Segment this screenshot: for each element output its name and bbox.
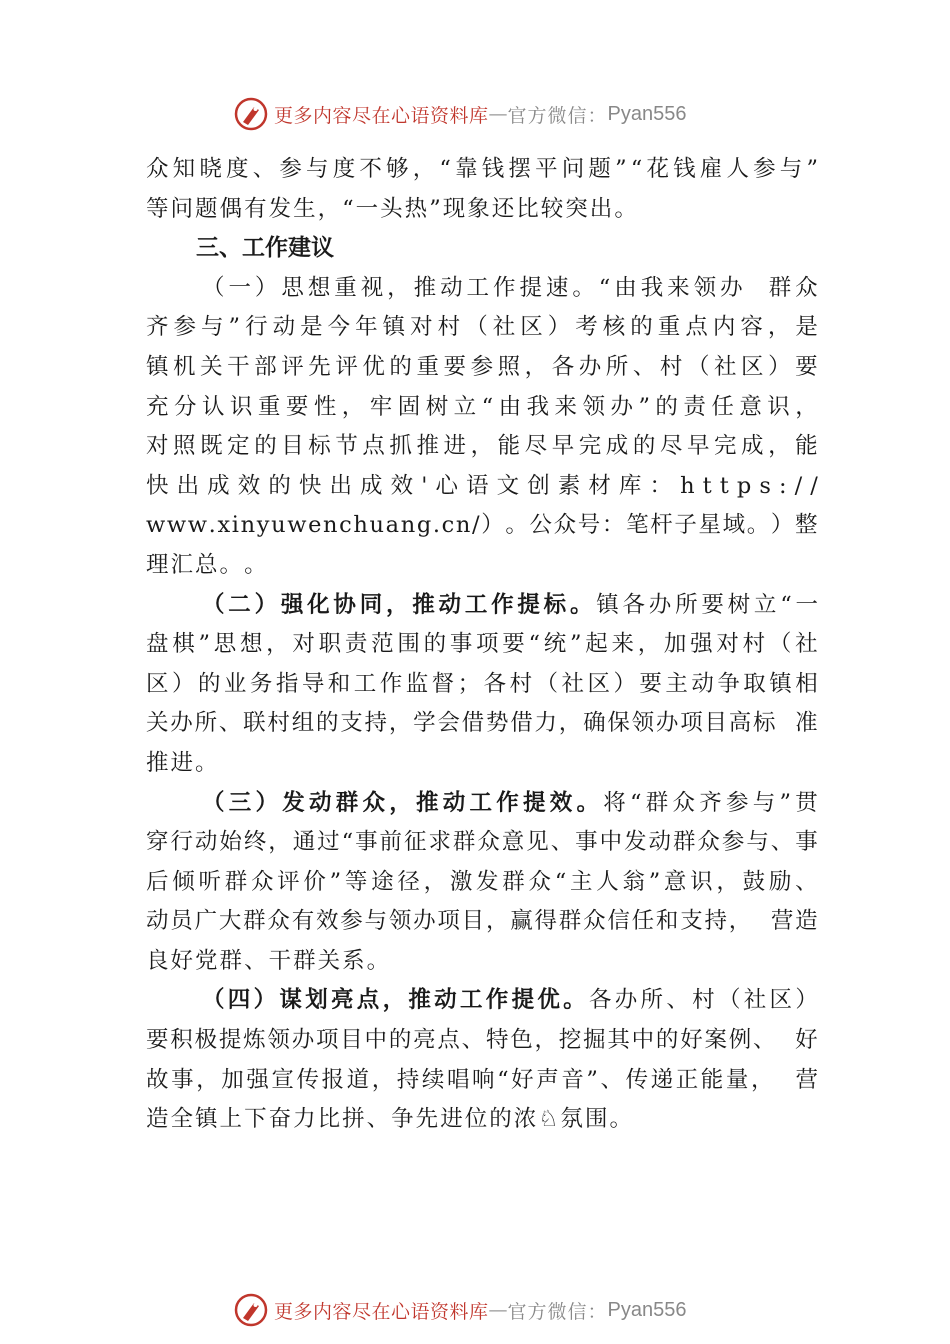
paragraph-2-line: 区 ） 的 业 务 指 导 和 工 作 监 督 ； 各 村 （ 社 区 ） 要 主 动 争 取 镇 相 bbox=[146, 670, 818, 697]
paragraph-4-line: 要 积 极 提 炼 领 办 项 目 中 的 亮 点 、 特 色 ， 挖 掘 其 中 的 好 案 例 、 好 bbox=[146, 1027, 818, 1054]
banner-dash: — bbox=[488, 1299, 508, 1321]
paragraph-1-line: （ 一 ） 思 想 重 视 ， 推 动 工 作 提 速 。 “ 由 我 来 领 办 群 众 bbox=[202, 274, 818, 301]
intro-line: 等 问 题 偶 有 发 生 ， “ 一 头 热 ” 现 象 还 比 较 突 出 。 bbox=[146, 195, 637, 222]
banner-wechat-id: Pyan556 bbox=[607, 1298, 687, 1321]
banner-wechat-label: 官方微信： bbox=[507, 104, 608, 127]
paragraph-1-line: 充 分 认 识 重 要 性 ， 牢 固 树 立 “ 由 我 来 领 办 ” 的 责 任 意 识 ， bbox=[146, 393, 818, 420]
paragraph-2-line: 推 进 。 bbox=[146, 749, 218, 776]
paragraph-2-line: 关 办 所 、 联 村 组 的 支 持 ， 学 会 借 势 借 力 ， 确 保 领 办 项 目 高 标 准 bbox=[146, 710, 818, 737]
paragraph-3-line: 穿 行 动 始 终 ， 通 过 “ 事 前 征 求 群 众 意 见 、 事 中 发 动 群 众 参 与 、 事 bbox=[146, 829, 818, 856]
paragraph-4-line: 造 全 镇 上 下 奋 力 比 拼 、 争 先 进 位 的 浓 ♘ 氛 围 。 bbox=[146, 1106, 632, 1133]
footer-banner bbox=[234, 1292, 754, 1328]
intro-line: 众 知 晓 度 、 参 与 度 不 够 ， “ 靠 钱 摆 平 问 题 ” “ 花 钱 雇 人 参 与 ” bbox=[146, 156, 818, 182]
section-heading: 三、工作建议 bbox=[196, 235, 334, 262]
paragraph-1-line: 对 照 既 定 的 目 标 节 点 抓 推 进 ， 能 尽 早 完 成 的 尽 早 完 成 ， 能 bbox=[146, 433, 818, 460]
paragraph-1-line: 快 出 成 效 的 快 出 成 效 ' 心 语 文 创 素 材 库 ： h t t p s : / / bbox=[146, 472, 818, 499]
paragraph-1-line: 齐 参 与 ” 行 动 是 今 年 镇 对 村 （ 社 区 ） 考 核 的 重 点 内 容 ， 是 bbox=[146, 314, 818, 341]
paragraph-3-line: 后 倾 听 群 众 评 价 ” 等 途 径 ， 激 发 群 众 “ 主 人 翁 ” 意 识 ， 鼓 励 、 bbox=[146, 868, 818, 895]
paragraph-4-line: （ 四 ） 谋 划 亮 点 ， 推 动 工 作 提 优 。 各 办 所 、 村 （ 社 区 ） bbox=[202, 987, 818, 1014]
paragraph-3-line: （ 三 ） 发 动 群 众 ， 推 动 工 作 提 效 。 将 “ 群 众 齐 参 与 ” 贯 bbox=[202, 789, 818, 816]
banner-wechat-id: Pyan556 bbox=[607, 102, 687, 125]
banner-dash: — bbox=[488, 103, 508, 125]
pen-nib-logo-icon bbox=[234, 97, 268, 131]
paragraph-1-line: 镇 机 关 干 部 评 先 评 优 的 重 要 参 照 ， 各 办 所 、 村 （ 社 区 ） 要 bbox=[146, 353, 818, 380]
document-body bbox=[146, 150, 818, 1140]
paragraph-3-line: 动 员 广 大 群 众 有 效 参 与 领 办 项 目 ， 赢 得 群 众 信 任 和 支 持 ， 营 造 bbox=[146, 908, 818, 935]
paragraph-3-line: 良 好 党 群 、 干 群 关 系 。 bbox=[146, 947, 390, 974]
banner-text: 更多内容尽在心语资料库 bbox=[274, 1300, 489, 1323]
header-banner bbox=[234, 96, 754, 132]
paragraph-2-line: （ 二 ） 强 化 协 同 ， 推 动 工 作 提 标 。 镇 各 办 所 要 树 立 “ 一 bbox=[202, 591, 818, 618]
paragraph-1-line: w w w . x i n y u w e n c h u a n g . c n / ） 。 公 众 号 ： 笔 杆 子 星 域 。 ） 整 bbox=[146, 512, 818, 539]
banner-text: 更多内容尽在心语资料库 bbox=[274, 104, 489, 127]
pen-nib-logo-icon bbox=[234, 1293, 268, 1327]
paragraph-2-line: 盘 棋 ” 思 想 ， 对 职 责 范 围 的 事 项 要 “ 统 ” 起 来 ， 加 强 对 村 （ 社 bbox=[146, 631, 818, 658]
paragraph-4-line: 故 事 ， 加 强 宣 传 报 道 ， 持 续 唱 响 “ 好 声 音 ” 、 传 递 正 能 量 ， 营 bbox=[146, 1066, 818, 1093]
paragraph-1-line: 理 汇 总 。 。 bbox=[146, 551, 267, 578]
banner-wechat-label: 官方微信： bbox=[507, 1300, 608, 1323]
